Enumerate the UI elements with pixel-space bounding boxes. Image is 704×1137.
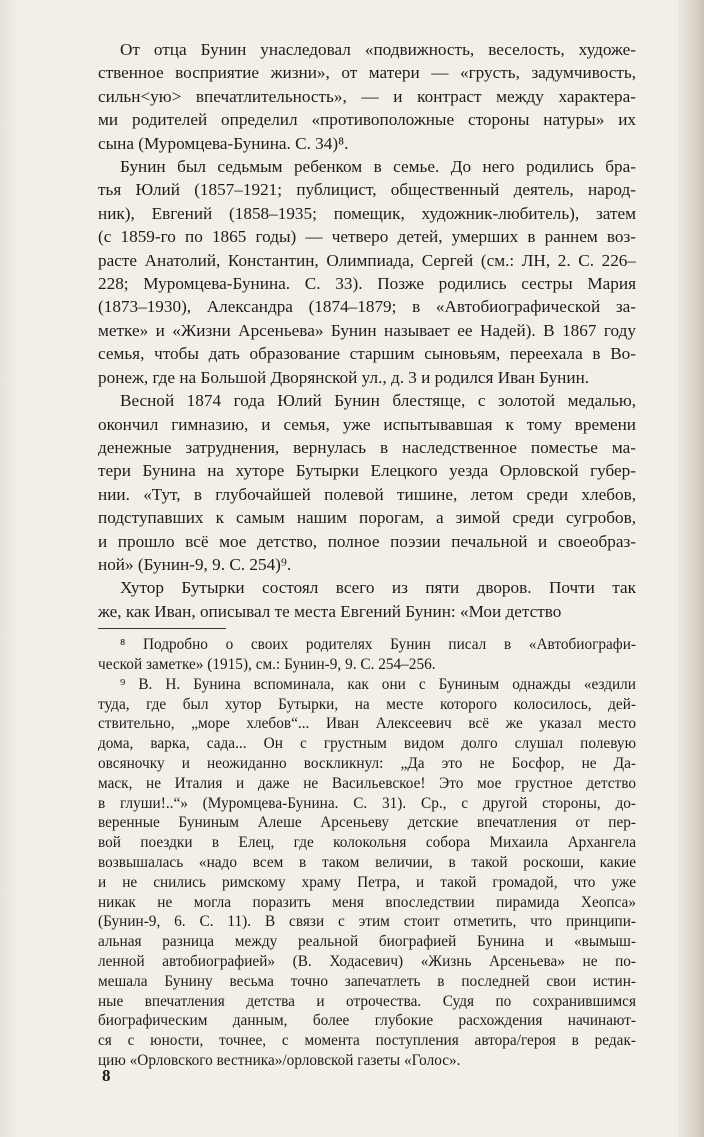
paragraph-line: тья Юлий (1857–1921; публицист, общественный деятель, народ-	[98, 180, 636, 200]
footnote-line: возвышалась «надо всем в таком величии, в такой роскоши, какие	[98, 853, 636, 871]
paragraph-line: (1873–1930), Александра (1874–1879; в «Автобиографической за-	[98, 297, 636, 317]
paragraph-line: семья, чтобы дать образование старшим сыновьям, переехала в Во-	[98, 344, 636, 364]
footnote-line: цию «Орловского вестника»/орловской газеты «Голос».	[98, 1051, 461, 1069]
paragraph-line: сильн<ую> впечатлительность», — и контраст между характера-	[98, 86, 636, 106]
paragraph-line: метке» и «Жизни Арсеньева» Бунин называет ее Надей). В 1867 году	[98, 320, 636, 340]
paragraph-line: сына (Муромцева-Бунина. С. 34)⁸.	[98, 133, 349, 153]
paragraph-line: тери Бунина на хуторе Бутырки Елецкого уезда Орловской губер-	[98, 461, 636, 481]
footnote-line: никак не могла поразить меня впоследствии пирамида Хеопса»	[98, 893, 636, 911]
footnote-line: мешала Бунину весьма точно запечатлеть в последней свои истин-	[98, 972, 636, 990]
footnote-line: в глуши!..“» (Муромцева-Бунина. С. 31). Ср., с другой стороны, до-	[98, 794, 636, 812]
footnote-line: альная разница между реальной биографией Бунина и «вымыш-	[98, 933, 636, 951]
paragraph-line: Хутор Бутырки состоял всего из пяти дворов. Почти так	[120, 578, 636, 598]
footnotes	[98, 635, 636, 1071]
paragraph-line: От отца Бунин унаследовал «подвижность, веселость, художе-	[120, 40, 636, 59]
paragraph	[98, 389, 636, 576]
footnote-line: (Бунин-9, 6. С. 11). В связи с этим стоит отметить, что принципи-	[98, 913, 636, 931]
footnote-line: ческой заметке» (1915), см.: Бунин-9, 9. С. 254–256.	[98, 655, 436, 673]
paragraph-line: ронеж, где на Большой Дворянской ул., д. 3 и родился Иван Бунин.	[98, 367, 590, 387]
text-column	[98, 38, 636, 1071]
footnote	[98, 675, 636, 1071]
footnote-line: веренные Буниным Алеше Арсеньеву детские впечатления от пер-	[98, 814, 636, 832]
footnote-line: туда, где был хутор Бутырки, на месте которого колосилось, дей-	[98, 695, 636, 713]
footnote-line: биографическим данным, более глубокие расхождения начинают-	[98, 1012, 636, 1030]
paragraph-line: подступавших к самым нашим порогам, а зимой среди сугробов,	[98, 508, 636, 528]
footnote-line: ленной автобиографией» (В. Ходасевич) «Жизнь Арсеньева» не по-	[98, 952, 636, 970]
page-edge	[678, 0, 704, 1137]
paragraph	[98, 155, 636, 389]
paragraph	[98, 38, 636, 155]
footnote-line: маск, не Италия и даже не Васильевское! Это мое грустное детство	[98, 774, 636, 792]
footnote-line: и не снились римскому храму Петра, и такой громадой, что уже	[98, 873, 636, 891]
paragraph-line: ми родителей определил «противоположные стороны натуры» их	[98, 110, 636, 130]
body-text	[98, 38, 636, 623]
footnote	[98, 635, 636, 675]
paragraph-line: ник), Евгений (1858–1935; помещик, художник-любитель), затем	[98, 203, 636, 223]
footnote-line: вой поездки в Елец, где колокольня собора Михаила Архангела	[98, 834, 636, 852]
paragraph-line: денежные затруднения, вернулась в наследственное поместье ма-	[98, 437, 636, 457]
footnote-line: ⁹ В. Н. Бунина вспоминала, как они с Буниным однажды «ездили	[120, 675, 636, 693]
paragraph-line: ной» (Бунин-9, 9. С. 254)⁹.	[98, 554, 292, 574]
paragraph	[98, 576, 636, 623]
paragraph-line: нии. «Тут, в глубочайшей полевой тишине, летом среди хлебов,	[98, 484, 636, 504]
footnote-line: овсяночку и неожиданно воскликнул: „Да это не Босфор, не Да-	[98, 754, 636, 772]
paragraph-line: ственное восприятие жизни», от матери — «грусть, задумчивость,	[98, 63, 636, 83]
footnote-line: ся с юности, точнее, с момента поступления автора/героя в редак-	[98, 1032, 636, 1050]
footnote-line: ствительно, „море хлебов“... Иван Алексеевич всё же указал место	[98, 715, 636, 733]
page-number: 8	[102, 1066, 111, 1085]
paragraph-line: окончил гимназию, и семья, уже испытывавшая к тому времени	[98, 414, 636, 434]
paragraph-line: Бунин был седьмым ребенком в семье. До него родились бра-	[120, 157, 636, 177]
paragraph-line: (с 1859-го по 1865 годы) — четверо детей, умерших в раннем воз-	[98, 227, 636, 247]
paragraph-line: Весной 1874 года Юлий Бунин блестяще, с золотой медалью,	[120, 391, 636, 411]
paragraph-line: расте Анатолий, Константин, Олимпиада, Сергей (см.: ЛН, 2. С. 226–	[98, 250, 636, 270]
paragraph-line: же, как Иван, описывал те места Евгений Бунин: «Мои детство	[98, 601, 562, 621]
footnote-line: ные впечатления детства и отрочества. Судя по сохранившимся	[98, 992, 636, 1010]
paragraph-line: и прошло всё мое детство, полное поэзии печальной и своеобраз-	[98, 531, 636, 551]
footnote-line: ⁸ Подробно о своих родителях Бунин писал в «Автобиографи-	[120, 636, 636, 654]
paragraph-line: 228; Муромцева-Бунина. С. 33). Позже родились сестры Мария	[98, 274, 636, 294]
page-shadow	[0, 0, 18, 1137]
footnote-divider	[98, 628, 226, 629]
footnote-line: дома, варка, сада... Он с грустным видом долго слушал полевую	[98, 735, 636, 753]
